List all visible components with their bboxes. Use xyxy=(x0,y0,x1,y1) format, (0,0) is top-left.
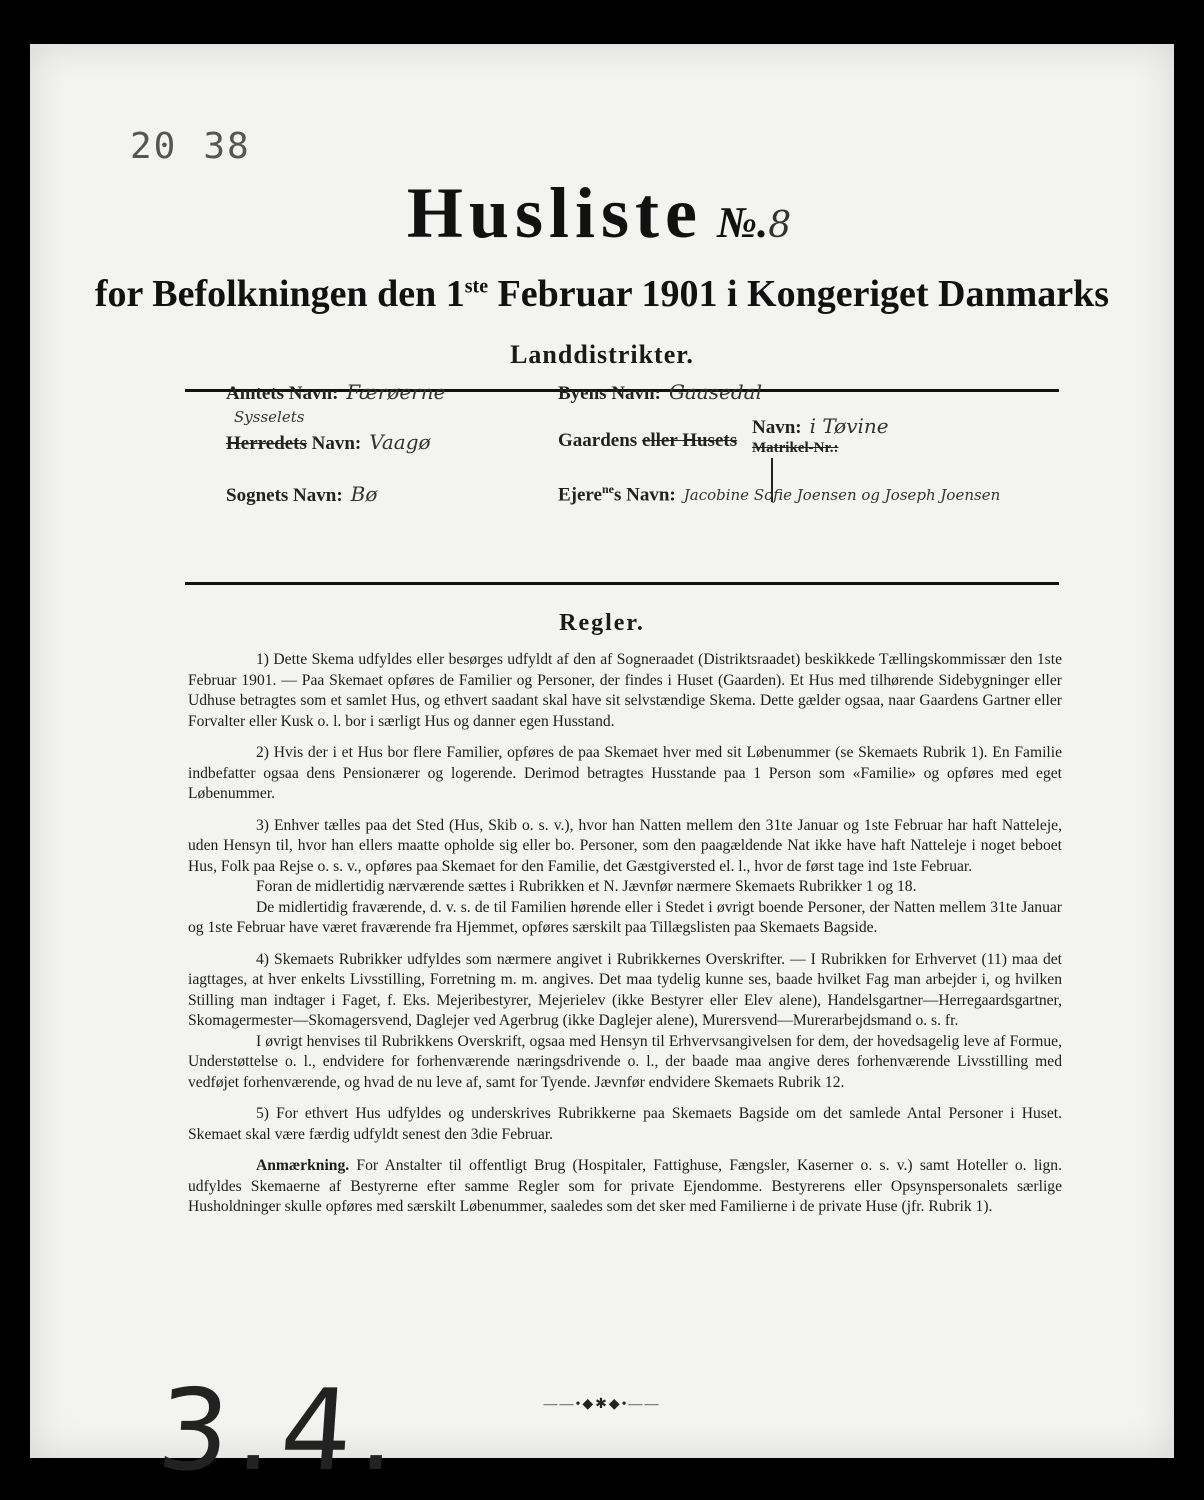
district-label: Landdistrikter. xyxy=(510,340,694,369)
rules-body xyxy=(188,650,1062,1229)
rule-3a: 3) Enhver tælles paa det Sted (Hus, Skib o. s. v.), hvor han Natten mellem den 31te Januar og 1ste Februar har haft Natteleje, uden Hensyn til, hvor han ellers maatte opholde sig eller bo. Personer, som den paagældende Nat ikke have haft Natteleje i noget beboet Hus, Folk paa Rejse o. s. v., opføres paa Skemaet for den Familie, det Gæstgiversted el. l., hvor de først tage ind 1ste Februar. xyxy=(188,816,1062,875)
herred-field xyxy=(226,430,431,455)
ejer-label-b: s Navn: xyxy=(613,484,676,506)
rule-4a: 4) Skemaets Rubrikker udfyldes som nærmere angivet i Rubrikkernes Overskrifter. — I Rubrikken for Erhvervet (11) maa det iagttages, at hver enkelts Livsstilling, Forretning m. m. angives. Det maa tydelig kunne ses, baade hvilket Fag man arbejder i, og hvilken Stilling man indtager i Faget, f. Eks. Mejeribestyrer, Mejerielev (ikke Bestyrer eller Elev alene), Handelsgartner—Herregaardsgartner, Skomagermester—Skomagersvend, Daglejer ved Agerbrug (ikke Daglejer alene), Murersvend—Murerarbejdsmand o. s. fr. xyxy=(188,950,1062,1029)
sogn-value: Bø xyxy=(350,482,378,506)
ejer-label-a: Ejere xyxy=(558,484,602,506)
gaard-label: Gaardens xyxy=(558,430,638,451)
census-form-sheet xyxy=(30,44,1174,1496)
title-text: Husliste xyxy=(406,173,703,253)
by-value: Gaasedal xyxy=(668,380,762,404)
matrikel-field xyxy=(752,440,839,457)
rule-2: 2) Hvis der i et Hus bor flere Familier, opføres de paa Skemaet hver med sit Løbenummer (se Skemaets Rubrik 1). En Familie indbefatter ogsaa dens Pensionærer og logerende. Derimod betragtes Husstande paa 1 Person som «Familie» og opføres med eget Løbenummer. xyxy=(188,744,1062,802)
stamp-number-left: 20 xyxy=(130,126,178,167)
house-number: 8 xyxy=(768,205,798,246)
annotation-text: For Anstalter til offentligt Brug (Hospitaler, Fattighuse, Fængsler, Kaserner o. s. v.) samt Hoteller o. lign. udfyldes Skemaerne af Bestyrerne efter samme Regler som for private Ejendomme. Bestyrerens eller Opsynspersonalets særlige Husholdninger skulle opføres med særskilt Løbenummer, saaledes som det sker med Familierne i de private Huse (jfr. Rubrik 1). xyxy=(188,1157,1062,1215)
stamp-number-right: 38 xyxy=(203,126,251,167)
annotation-label: Anmærkning. xyxy=(256,1157,350,1174)
form-title xyxy=(30,172,1174,255)
sogn-label: Sognets Navn: xyxy=(226,485,343,506)
navn-field xyxy=(752,414,889,439)
subtitle-post: Februar 1901 i Kongeriget Danmarks xyxy=(488,273,1110,315)
by-field xyxy=(558,380,762,405)
rule-1: 1) Dette Skema udfyldes eller besørges udfyldt af den af Sogneraadet (Distriktsraadet) beskikkede Tællingskommissær den 1ste Februar 1901. — Paa Skemaet opføres de Familier og Personer, der findes i Huset (Gaarden). Et Hus med tilhørende Sidebygninger eller Udhuse betragtes som et samlet Hus, og ethvert saadant skal have sit selvstændige Skema. Dette gælder ogsaa, naar Gaardens Gartner eller Forvalter eller Kusk o. l. bor i særligt Hus og danner egen Husstand. xyxy=(188,651,1062,730)
matrikel-struck: Matrikel-Nr.: xyxy=(752,440,839,456)
number-label: №. xyxy=(716,198,769,247)
syssel-note xyxy=(226,406,304,428)
rule-5: 5) For ethvert Hus udfyldes og underskrives Rubrikkerne paa Skemaets Bagside om det samlede Antal Personer i Huset. Skemaet skal være færdig udfyldt senest den 3die Februar. xyxy=(188,1105,1062,1143)
herred-label-struck: Herredets xyxy=(226,433,307,454)
ejer-value: Jacobine Sofie Joensen og Joseph Joensen xyxy=(683,486,1001,505)
amt-field xyxy=(226,380,445,405)
archive-stamp xyxy=(130,126,277,167)
navn-label: Navn: xyxy=(752,417,802,438)
ejer-ne: ne xyxy=(601,482,614,496)
syssel-handwritten: Sysselets xyxy=(234,408,305,426)
gaard-struck: eller Husets xyxy=(641,430,738,451)
ejer-field xyxy=(558,482,1000,506)
ornament-divider: ——•◆✱◆•—— xyxy=(543,1397,661,1412)
amt-value: Færøerne xyxy=(346,380,446,404)
gaard-field xyxy=(558,430,737,452)
navn-value: i Tøvine xyxy=(809,414,889,438)
herred-label: Navn: xyxy=(306,433,362,454)
annotation xyxy=(188,1156,1062,1218)
subtitle-sup: ste xyxy=(464,275,489,298)
divider-bottom xyxy=(185,582,1059,585)
subtitle-pre: for Befolkningen den 1 xyxy=(94,273,465,315)
rule-4b: I øvrigt henvises til Rubrikkens Overskrift, ogsaa med Hensyn til Erhvervsangivelsen for dem, der hovedsagelig leve af Formue, Understøttelse o. l., endvidere for forhenværende næringsdrivende o. l., der baade maa angive deres forhenværende Livsstilling med vedføjet forhenværende, og hvad de nu leve af, samt for Tyende. Jævnfør endvidere Skemaets Rubrik 12. xyxy=(188,1032,1062,1091)
rules-title: Regler. xyxy=(559,610,645,636)
amt-label: Amtets Navn: xyxy=(226,383,339,404)
rule-3c: De midlertidig fraværende, d. v. s. de til Familien hørende eller i Stedet i øvrigt boende Personer, der Natten mellem 31te Januar og 1ste Februar have været fraværende fra Hjemmet, opføres særskilt paa Tillægslisten paa Skemaets Bagside. xyxy=(188,898,1062,936)
handwritten-note: 3.4. xyxy=(153,1366,409,1496)
form-subtitle xyxy=(30,272,1174,316)
herred-value: Vaagø xyxy=(369,430,431,454)
sogn-field xyxy=(226,482,377,507)
by-label: Byens Navn: xyxy=(558,383,661,404)
rule-3b: Foran de midlertidig nærværende sættes i Rubrikken et N. Jævnfør nærmere Skemaets Rubrikker 1 og 18. xyxy=(256,878,917,895)
